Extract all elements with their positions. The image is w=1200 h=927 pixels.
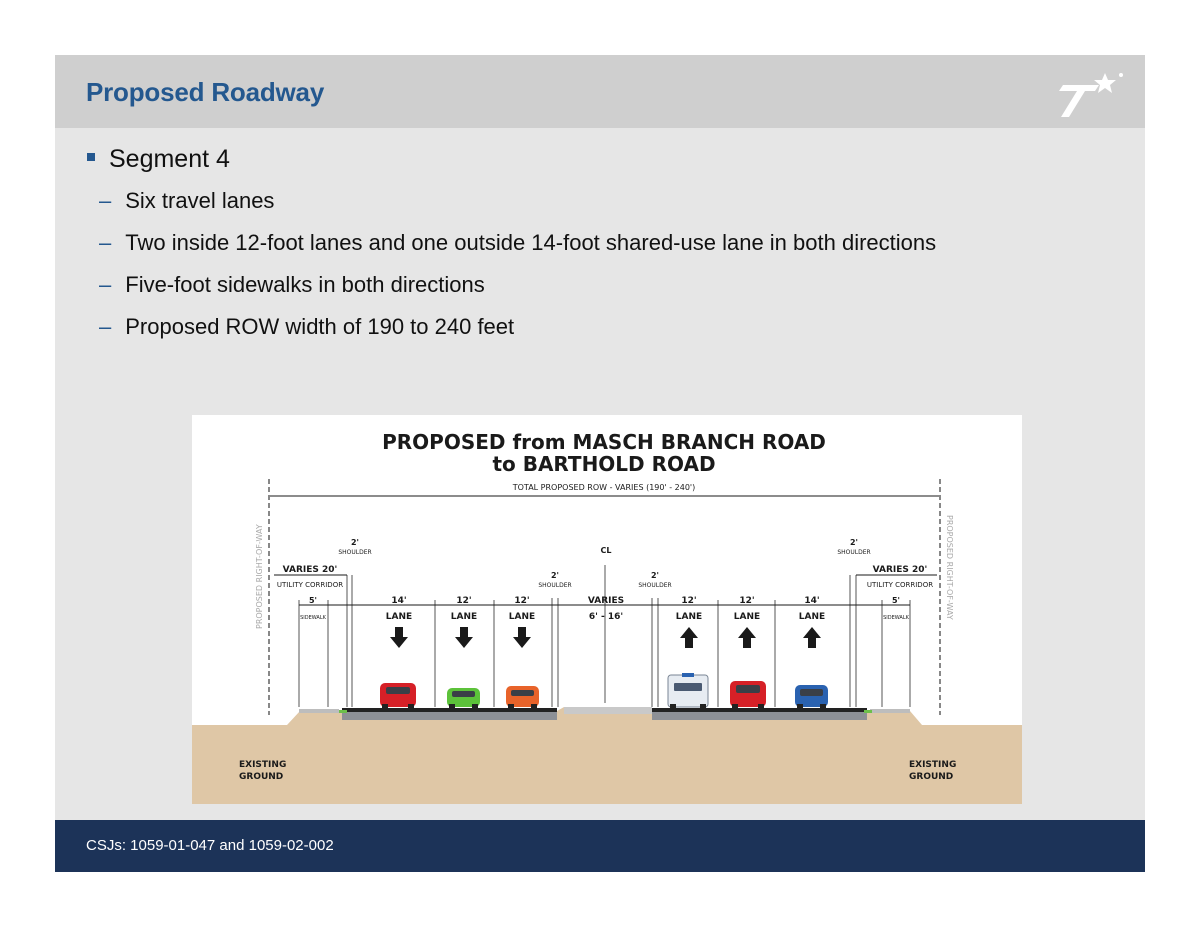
dash-icon: – <box>99 188 112 213</box>
cross-section-diagram <box>192 415 1022 804</box>
lane-label-left-1: LANE <box>385 612 413 622</box>
left-existing-2: GROUND <box>239 772 284 782</box>
cross-section-svg <box>192 415 1022 804</box>
total-row-label: TOTAL PROPOSED ROW - VARIES (190' - 240') <box>512 483 696 492</box>
median-varies: VARIES <box>587 596 625 606</box>
right-existing-1: EXISTING <box>909 760 957 770</box>
median <box>564 707 652 714</box>
left-existing-1: EXISTING <box>239 760 287 770</box>
inner-right-shoulder-dim: 2' <box>650 571 660 580</box>
lane-dim-right-3: 14' <box>804 596 820 606</box>
arrow-up-icon <box>738 627 756 648</box>
lane-label-left-3: LANE <box>508 612 536 622</box>
right-shoulder-dim: 2' <box>849 538 859 547</box>
vehicle-car-5 <box>730 681 766 709</box>
right-shoulder-label: SHOULDER <box>837 549 871 556</box>
right-varies20: VARIES 20' <box>872 565 928 575</box>
arrow-up-icon <box>803 627 821 648</box>
right-roadway-base <box>652 711 867 720</box>
lane-label-right-2: LANE <box>733 612 761 622</box>
right-row-label: PROPOSED RIGHT-OF-WAY <box>945 515 954 620</box>
inner-left-shoulder-dim: 2' <box>550 571 560 580</box>
vehicle-car-1 <box>380 683 416 709</box>
right-grass <box>864 710 872 713</box>
left-varies20: VARIES 20' <box>282 565 338 575</box>
diagram-title-2: to BARTHOLD ROAD <box>492 452 716 476</box>
left-shoulder-label: SHOULDER <box>338 549 372 556</box>
footer-bar <box>55 820 1145 872</box>
left-sidewalk-label: SIDEWALK <box>300 615 326 621</box>
arrow-down-icon <box>513 627 531 648</box>
lane-dim-left-2: 12' <box>456 596 472 606</box>
slide <box>55 55 1145 872</box>
lane-label-left-2: LANE <box>450 612 478 622</box>
lane-label-right-3: LANE <box>798 612 826 622</box>
sub-bullet-list <box>99 188 936 356</box>
left-row-label: PROPOSED RIGHT-OF-WAY <box>255 524 264 629</box>
vehicle-car-3 <box>506 686 539 709</box>
lane-dim-left-1: 14' <box>391 596 407 606</box>
arrow-down-icon <box>390 627 408 648</box>
vehicle-ambulance <box>668 673 708 709</box>
list-item-text: Five-foot sidewalks in both directions <box>125 272 485 297</box>
vehicle-car-2 <box>447 688 480 709</box>
bullet-segment <box>87 145 230 174</box>
left-sidewalk <box>299 709 339 713</box>
footer-csj: CSJs: 1059-01-047 and 1059-02-002 <box>86 837 334 854</box>
inner-right-shoulder-label: SHOULDER <box>638 582 672 589</box>
dash-icon: – <box>99 230 112 255</box>
right-sidewalk-label: SIDEWALK <box>883 615 909 621</box>
arrow-down-icon <box>455 627 473 648</box>
list-item <box>99 230 936 272</box>
left-sidewalk-dim: 5' <box>308 596 318 605</box>
list-item <box>99 188 936 230</box>
dash-icon: – <box>99 314 112 339</box>
vehicle-car-6 <box>795 685 828 709</box>
arrow-up-icon <box>680 627 698 648</box>
header-bar <box>55 55 1145 128</box>
right-existing-2: GROUND <box>909 772 954 782</box>
right-sidewalk <box>870 709 910 713</box>
list-item-text: Six travel lanes <box>125 188 275 213</box>
inner-left-shoulder-label: SHOULDER <box>538 582 572 589</box>
lane-dim-left-3: 12' <box>514 596 530 606</box>
list-item-text: Two inside 12-foot lanes and one outside 14-foot shared-use lane in both directions <box>125 230 937 255</box>
median-range: 6' - 16' <box>588 612 624 622</box>
txdot-logo-icon <box>1055 67 1127 119</box>
lane-dim-right-2: 12' <box>739 596 755 606</box>
list-item <box>99 272 936 314</box>
list-item <box>99 314 936 356</box>
right-utility-label: UTILITY CORRIDOR <box>866 581 934 589</box>
lane-dim-right-1: 12' <box>681 596 697 606</box>
right-sidewalk-dim: 5' <box>891 596 901 605</box>
bullet-label: Segment 4 <box>109 145 230 173</box>
left-utility-label: UTILITY CORRIDOR <box>276 581 344 589</box>
slide-title: Proposed Roadway <box>86 77 325 107</box>
list-item-text: Proposed ROW width of 190 to 240 feet <box>125 314 515 339</box>
left-grass <box>339 710 347 713</box>
existing-ground <box>192 707 1022 804</box>
diagram-title-1: PROPOSED from MASCH BRANCH ROAD <box>382 430 826 454</box>
left-shoulder-dim: 2' <box>350 538 360 547</box>
lane-label-right-1: LANE <box>675 612 703 622</box>
centerline-label: CL <box>600 546 612 555</box>
left-roadway-base <box>342 711 557 720</box>
bullet-square-icon <box>87 153 95 161</box>
dash-icon: – <box>99 272 112 297</box>
